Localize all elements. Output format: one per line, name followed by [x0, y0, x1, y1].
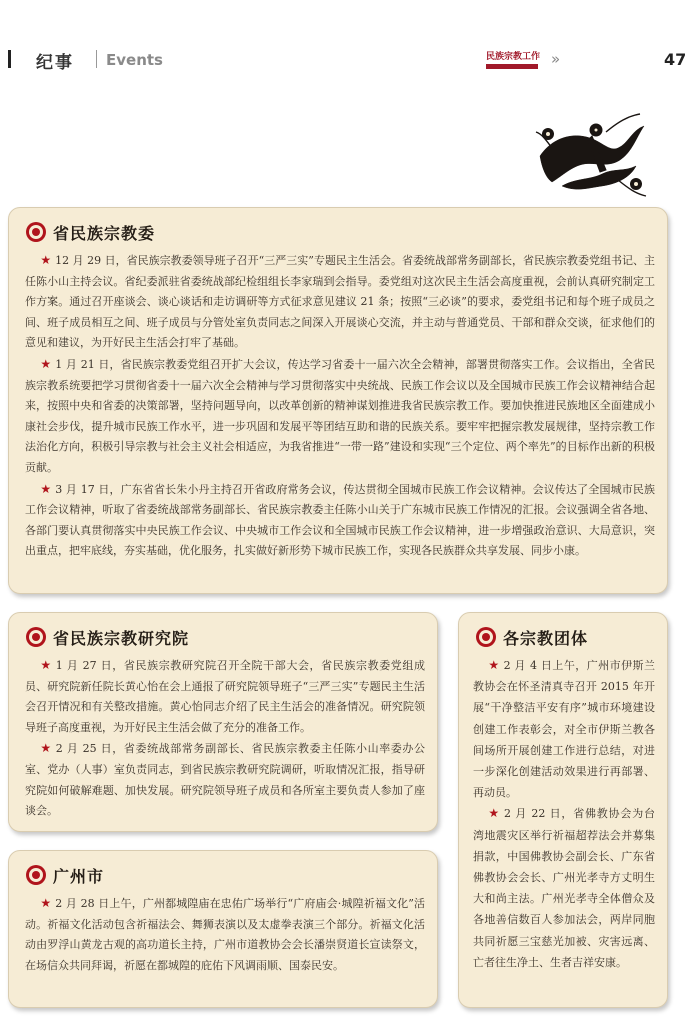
- news-item: [25, 893, 425, 976]
- panel-title-row: [475, 625, 588, 649]
- panel-religious-groups: [458, 612, 668, 1008]
- news-item-text: 12 月 29 日，省民族宗教委领导班子召开“三严三实”专题民主生活会。省委统战部常务副部长，省民族宗教委党组书记、主任陈小山主持会议。省纪委派驻省委统战部纪检组组长李家瑞到会指导。委党组对这次民主生活会高度重视，会前认真研究制定工作方案。通过召开座谈会、谈心谈话和走访调研等方式征求意见建议 21 条；按照“三必谈”的要求，委党组书记和每个班子成员之间、班子成员相互之间、班子成员与分管处室负责同志之间深入开展谈心交流，并主动与普通党员、干部和群众交谈，征求他们的意见和建议，为开好民主生活会打牢了基础。: [25, 254, 655, 350]
- star-icon: ★: [40, 481, 52, 496]
- news-item-text: 2 月 22 日，省佛教协会为台湾地震灾区举行祈福超荐法会并募集捐款，中国佛教协会副会长、广东省佛教协会会长、广州光孝寺方丈明生大和尚主法。广州光孝寺全体僧众及各地善信数百人参加法会，两岸同胞共同祈愿三宝慈光加被、灾害远离、亡者往生净土、生者吉祥安康。: [473, 807, 655, 969]
- panel-body: [25, 893, 425, 976]
- double-chevron-icon: »: [551, 50, 561, 68]
- panel-title-row: [25, 863, 104, 887]
- flying-apsara-decoration: [532, 108, 650, 200]
- panel-title-row: [25, 220, 155, 244]
- target-bullet-icon: [25, 626, 47, 648]
- news-item: [25, 354, 655, 479]
- header-divider: [96, 50, 97, 68]
- star-icon: ★: [40, 356, 52, 371]
- star-icon: ★: [40, 741, 52, 756]
- news-item: [473, 803, 655, 973]
- news-item: [473, 655, 655, 803]
- target-bullet-icon: [475, 626, 497, 648]
- panel-title: 广州市: [53, 866, 105, 886]
- page-header: [0, 0, 700, 80]
- section-title-cn: 纪事: [36, 53, 74, 73]
- section-title-en: Events: [106, 51, 163, 69]
- target-bullet-icon: [25, 221, 47, 243]
- target-bullet-icon: [25, 864, 47, 886]
- news-item: [25, 738, 425, 821]
- news-item-text: 2 月 28 日上午，广州都城隍庙在忠佑广场举行“广府庙会·城隍祈福文化”活动。祈福文化活动包含祈福法会、舞狮表演以及太虚拳表演三个部分。祈福文化活动由罗浮山黄龙古观的高功道长主持，广州市道教协会会长潘崇贤道长宣读祭文，在场信众共同拜谒，祈愿在都城隍的庇佑下风调雨顺、国泰民安。: [25, 897, 425, 972]
- page-number: 47: [664, 50, 687, 69]
- news-item: [25, 250, 655, 354]
- star-icon: ★: [40, 253, 52, 267]
- star-icon: ★: [488, 806, 500, 821]
- news-item-text: 3 月 17 日，广东省省长朱小丹主持召开省政府常务会议，传达贯彻全国城市民族工作会议精神。会议传达了全国城市民族工作会议精神，听取了省委统战部常务副部长、省民族宗教委主任陈小山关于广东城市民族工作情况的汇报。会议强调全省各地、各部门要认真贯彻落实中央民族工作会议、中央城市工作会议和全国城市民族工作会议精神，进一步增强政治意识、大局意识，突出重点，把牢底线，夯实基础，优化服务，扎实做好新形势下城市民族工作，实现各民族群众共享发展、同步小康。: [25, 482, 656, 558]
- magazine-brand-name: 民族宗教工作: [486, 52, 541, 62]
- news-item-text: 2 月 25 日，省委统战部常务副部长、省民族宗教委主任陈小山率委办公室、党办（人事）室负责同志，到省民族宗教研究院调研，听取情况汇报，指导研究院如何破解难题、加快发展。研究院领导班子成员和各所室主要负责人参加了座谈会。: [25, 742, 426, 818]
- star-icon: ★: [40, 658, 52, 672]
- magazine-brand: [486, 52, 541, 69]
- panel-title: 省民族宗教委: [53, 223, 156, 243]
- star-icon: ★: [488, 658, 500, 672]
- news-item-text: 1 月 27 日，省民族宗教研究院召开全院干部大会，省民族宗教委党组成员、研究院新任院长黄心怡在会上通报了研究院领导班子“三严三实”专题民主生活会召开情况和有关整改措施。黄心怡同志介绍了民主生活会的准备情况。研究院领导班子高度重视，为开好民主生活会做了充分的准备工作。: [25, 659, 426, 734]
- news-item-text: 1 月 21 日，省民族宗教委党组召开扩大会议，传达学习省委十一届六次全会精神，部署贯彻落实工作。会议指出，全省民族宗教系统要把学习贯彻省委十一届六次全会精神与学习贯彻落实中央统战、民族工作会议以及全国城市民族工作会议精神结合起来，按照中央和省委的决策部署，坚持问题导向，以改革创新的精神谋划推进我省民族宗教工作。要加快推进民族地区全面建成小康社会步伐，提升城市民族工作水平，进一步巩固和发展平等团结互助和谐的民族关系。要牢牢把握宗教发展规律，坚持宗教工作法治化方向，积极引导宗教与社会主义社会相适应，为我省推进“一带一路”建设和实现“三个定位、两个率先”的目标作出新的积极贡献。: [25, 357, 656, 474]
- panel-title: 各宗教团体: [503, 628, 589, 648]
- header-bar: [8, 50, 11, 68]
- panel-title: 省民族宗教研究院: [53, 628, 190, 648]
- panel-title-row: [25, 625, 189, 649]
- panel-provincial-committee: [8, 207, 668, 594]
- magazine-brand-bar: [486, 64, 538, 69]
- star-icon: ★: [40, 896, 52, 910]
- news-item: [25, 655, 425, 738]
- news-item-text: 2 月 4 日上午，广州市伊斯兰教协会在怀圣清真寺召开 2015 年开展“干净整洁平安有序”城市环境建设创建工作表彰会，对全市伊斯兰教各间场所开展创建工作进行总结，对进一步深化创建活动效果进行再部署、再动员。: [473, 659, 655, 800]
- news-item: [25, 479, 655, 562]
- panel-research-institute: [8, 612, 438, 832]
- panel-body: [25, 250, 655, 562]
- panel-guangzhou: [8, 850, 438, 1008]
- panel-body: [25, 655, 425, 822]
- panel-body: [473, 655, 655, 973]
